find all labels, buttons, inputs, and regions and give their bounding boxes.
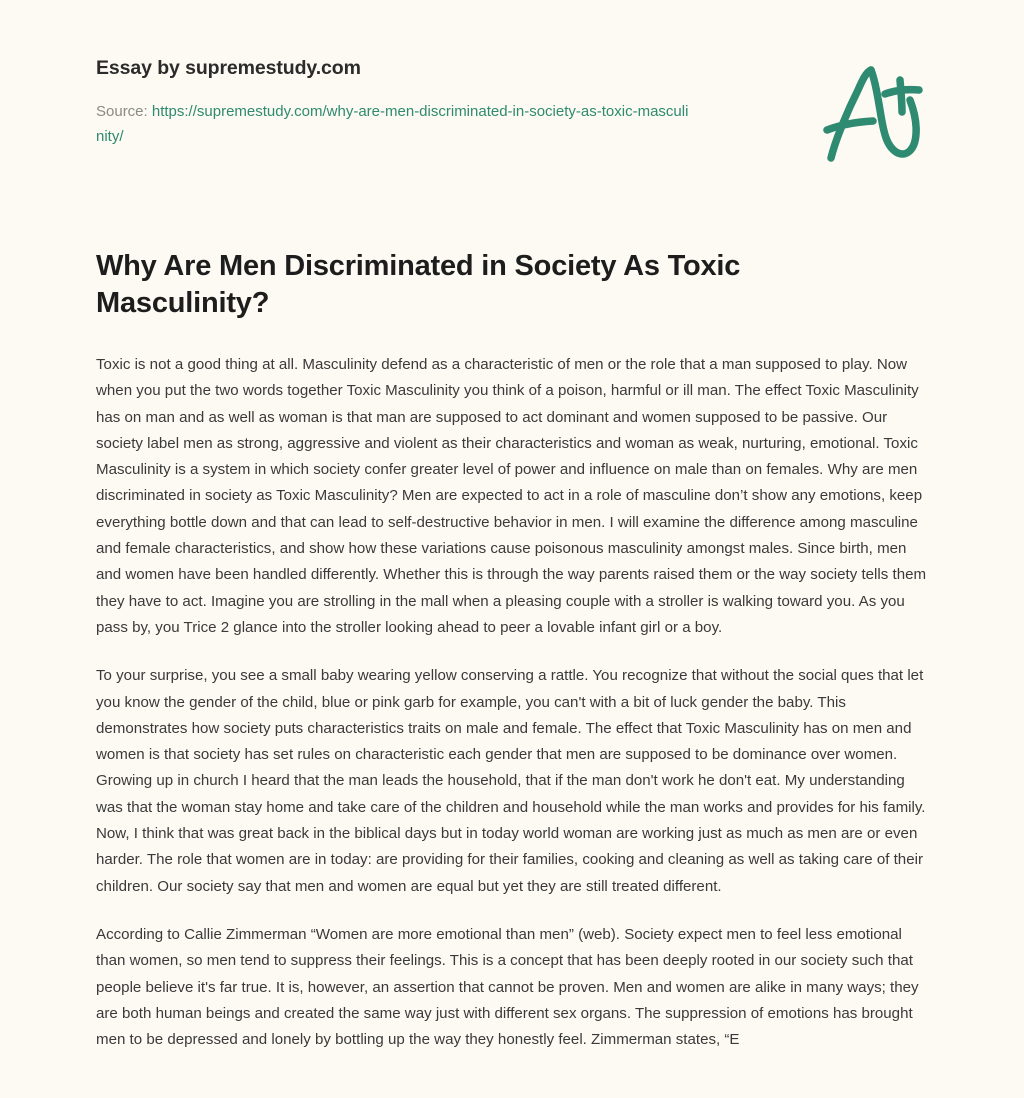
article-body bbox=[96, 352, 932, 1053]
source-line bbox=[96, 99, 696, 149]
a-plus-logo bbox=[818, 58, 928, 170]
source-label: Source: bbox=[96, 103, 152, 120]
page-header bbox=[96, 55, 796, 149]
article-paragraph: To your surprise, you see a small baby wearing yellow conserving a rattle. You recognize that without the social ques that let you know the gender of the child, blue or pink garb for example, you can't with a bit of luck gender the baby. This demonstrates how society puts characteristics traits on male and female. The effect that Toxic Masculinity has on men and women is that society has set rules on characteristic each gender that men are supposed to be dominance over women. Growing up in church I heard that the man leads the household, that if the man don't work he don't eat. My understanding was that the woman stay home and take care of the children and household while the man works and provides for his family. Now, I think that was great back in the biblical days but in today world woman are working just as much as men are or even harder. The role that women are in today: are providing for their families, cooking and cleaning as well as taking care of their children. Our society say that men and women are equal but yet they are still treated different. bbox=[96, 667, 926, 895]
page-title: Why Are Men Discriminated in Society As Toxic Masculinity? bbox=[96, 250, 741, 319]
article-paragraph: According to Callie Zimmerman “Women are more emotional than men” (web). Society expect men to feel less emotional than women, so men tend to suppress their feelings. This is a concept that has been deeply rooted in our society such that people believe it's far true. It is, however, an assertion that cannot be proven. Men and women are alike in many ways; they are both human beings and created the same way just with different sex organs. The suppression of emotions has brought men to be depressed and lonely by bottling up the way they honestly feel. Zimmerman states, “E bbox=[96, 925, 919, 1049]
a-plus-logo-icon bbox=[818, 58, 928, 170]
source-url-link[interactable]: https://supremestudy.com/why-are-men-discriminated-in-society-as-toxic-masculinity/ bbox=[96, 103, 689, 145]
essay-by-heading: Essay by supremestudy.com bbox=[96, 57, 361, 79]
article-paragraph: Toxic is not a good thing at all. Masculinity defend as a characteristic of men or the role that a man supposed to play. Now when you put the two words together Toxic Masculinity you think of a poison, harmful or ill man. The effect Toxic Masculinity has on man and as well as woman is that man are supposed to act dominant and women supposed to be passive. Our society label men as strong, aggressive and violent as their characteristics and woman as weak, nurturing, emotional. Toxic Masculinity is a system in which society confer greater level of power and influence on male than on females. Why are men discriminated in society as Toxic Masculinity? Men are expected to act in a role of masculine don’t show any emotions, keep everything bottle down and that can lead to self-destructive behavior in men. I will examine the difference among masculine and female characteristics, and show how these variations cause poisonous masculinity amongst males. Since birth, men and women have been handled differently. Whether this is through the way parents raised them or the way society tells them they have to act. Imagine you are strolling in the mall when a pleasing couple with a stroller is walking toward you. As you pass by, you Trice 2 glance into the stroller looking ahead to peer a lovable infant girl or a boy. bbox=[96, 356, 927, 636]
